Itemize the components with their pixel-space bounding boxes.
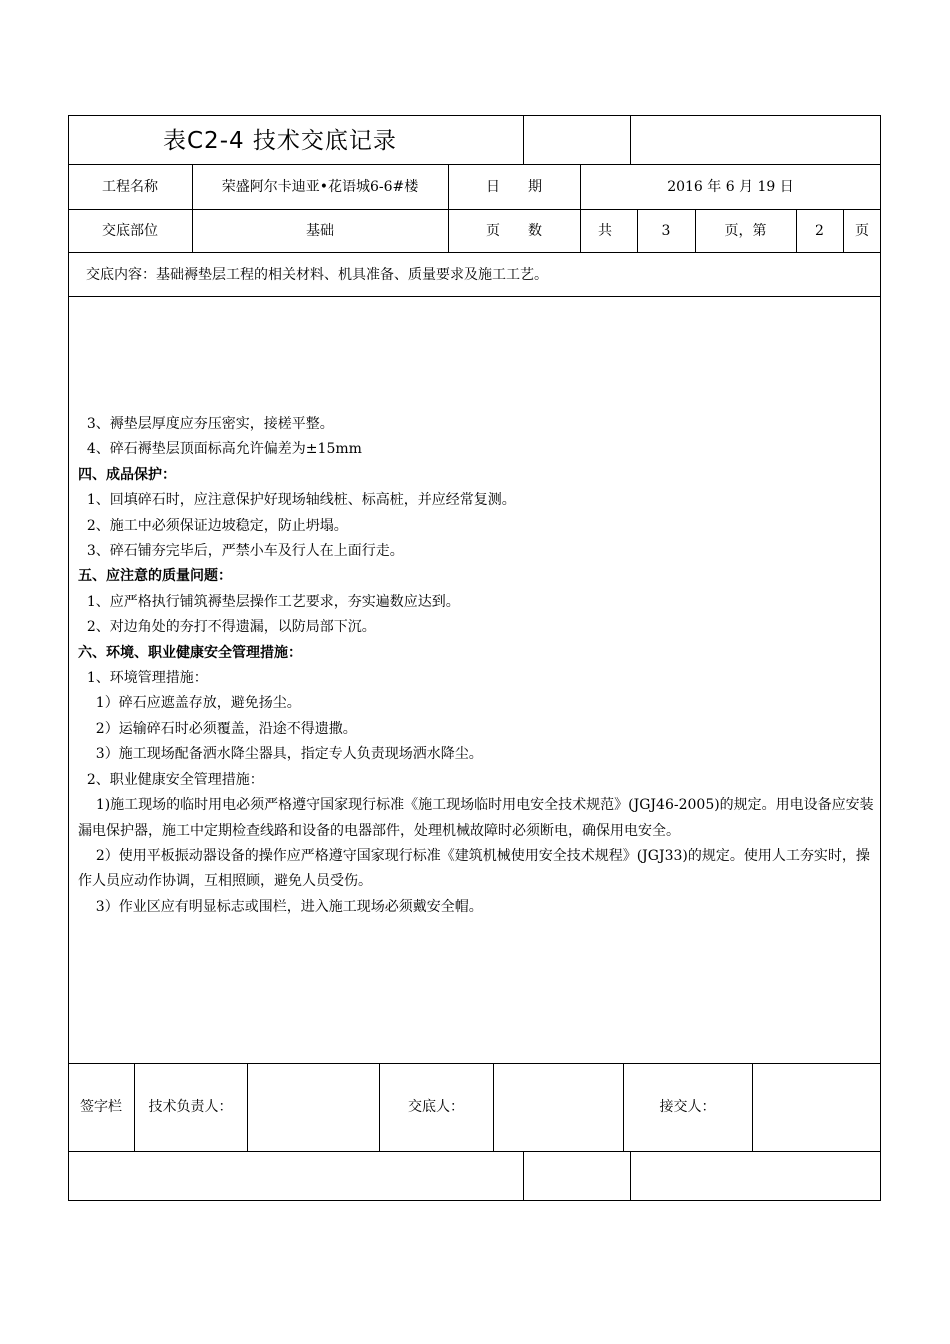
row-divider [68, 209, 881, 210]
date-label: 日 期 [486, 179, 542, 195]
project-name-value: 荣盛阿尔卡迪亚•花语城6-6#楼 [221, 179, 419, 195]
discloser-label: 交底人： [408, 1099, 464, 1115]
total-pages: 3 [661, 223, 671, 239]
content-body [78, 412, 874, 920]
content-line: 2、职业健康安全管理措施： [78, 771, 264, 788]
page-mid-text: 页，第 [724, 223, 767, 239]
date-value: 2016 年 6 月 19 日 [667, 179, 794, 195]
content-line: 3、褥垫层厚度应夯压密实，接槎平整。 [78, 416, 334, 432]
total-prefix: 共 [598, 223, 612, 239]
content-line: 3）作业区应有明显标志或围栏，进入施工现场必须戴安全帽。 [78, 898, 483, 915]
col-divider [630, 115, 631, 164]
row-divider [68, 164, 881, 165]
content-line: 1、回填碎石时，应注意保护好现场轴线桩、标高桩，并应经常复测。 [78, 492, 516, 509]
content-line: 2）运输碎石时必须覆盖，沿途不得遗撒。 [78, 720, 357, 737]
col-divider [523, 115, 524, 164]
col-divider [523, 1151, 524, 1201]
pages-label: 页 数 [486, 223, 542, 239]
col-divider [630, 1151, 631, 1201]
content-line: 1、应严格执行铺筑褥垫层操作工艺要求，夯实遍数应达到。 [78, 593, 460, 610]
section-heading: 六、环境、职业健康安全管理措施： [78, 644, 302, 661]
content-line: 2、施工中必须保证边坡稳定，防止坍塌。 [78, 517, 348, 534]
content-line: 1）碎石应遮盖存放，避免扬尘。 [78, 695, 301, 712]
content-line: 1)施工现场的临时用电必须严格遵守国家现行标准《施工现场临时用电安全技术规范》(JGJ46-2005)的规定。用电设备应安装漏电保护器，施工中定期检查线路和设备的电器部件，处理机械故障时必须断电，确保用电安全。 [78, 797, 874, 839]
tech-lead-label: 技术负责人： [148, 1099, 233, 1115]
content-line: 4、碎石褥垫层顶面标高允许偏差为±15mm [78, 441, 362, 458]
content-line: 2、对边角处的夯打不得遗漏，以防局部下沉。 [78, 619, 376, 636]
disclosure-part-label: 交底部位 [102, 223, 158, 239]
section-heading: 五、应注意的质量问题： [78, 568, 232, 585]
discloser-signature-field[interactable] [494, 1064, 623, 1151]
content-line: 3、碎石铺夯完毕后，严禁小车及行人在上面行走。 [78, 543, 404, 560]
row-divider [68, 252, 881, 253]
section-heading: 四、成品保护： [78, 466, 176, 483]
disclosure-part-value: 基础 [306, 223, 334, 239]
receiver-label: 接交人： [659, 1099, 716, 1115]
current-page: 2 [815, 223, 824, 239]
signature-section-label: 签字栏 [80, 1099, 122, 1115]
tech-lead-signature-field[interactable] [248, 1064, 379, 1151]
content-line: 2）使用平板振动器设备的操作应严格遵守国家现行标准《建筑机械使用安全技术规程》(JGJ33)的规定。使用人工夯实时，操作人员应动作协调，互相照顾，避免人员受伤。 [78, 847, 870, 890]
row-divider [68, 296, 881, 297]
form-title: 表C2-4 技术交底记录 [163, 128, 397, 154]
content-summary: 交底内容：基础褥垫层工程的相关材料、机具准备、质量要求及施工工艺。 [86, 267, 548, 283]
content-line: 1、环境管理措施： [78, 670, 208, 687]
receiver-signature-field[interactable] [753, 1064, 881, 1151]
row-divider [68, 1151, 881, 1152]
project-name-label: 工程名称 [102, 179, 158, 195]
page-suffix: 页 [855, 223, 869, 239]
content-line: 3）施工现场配备洒水降尘器具，指定专人负责现场洒水降尘。 [78, 746, 483, 763]
